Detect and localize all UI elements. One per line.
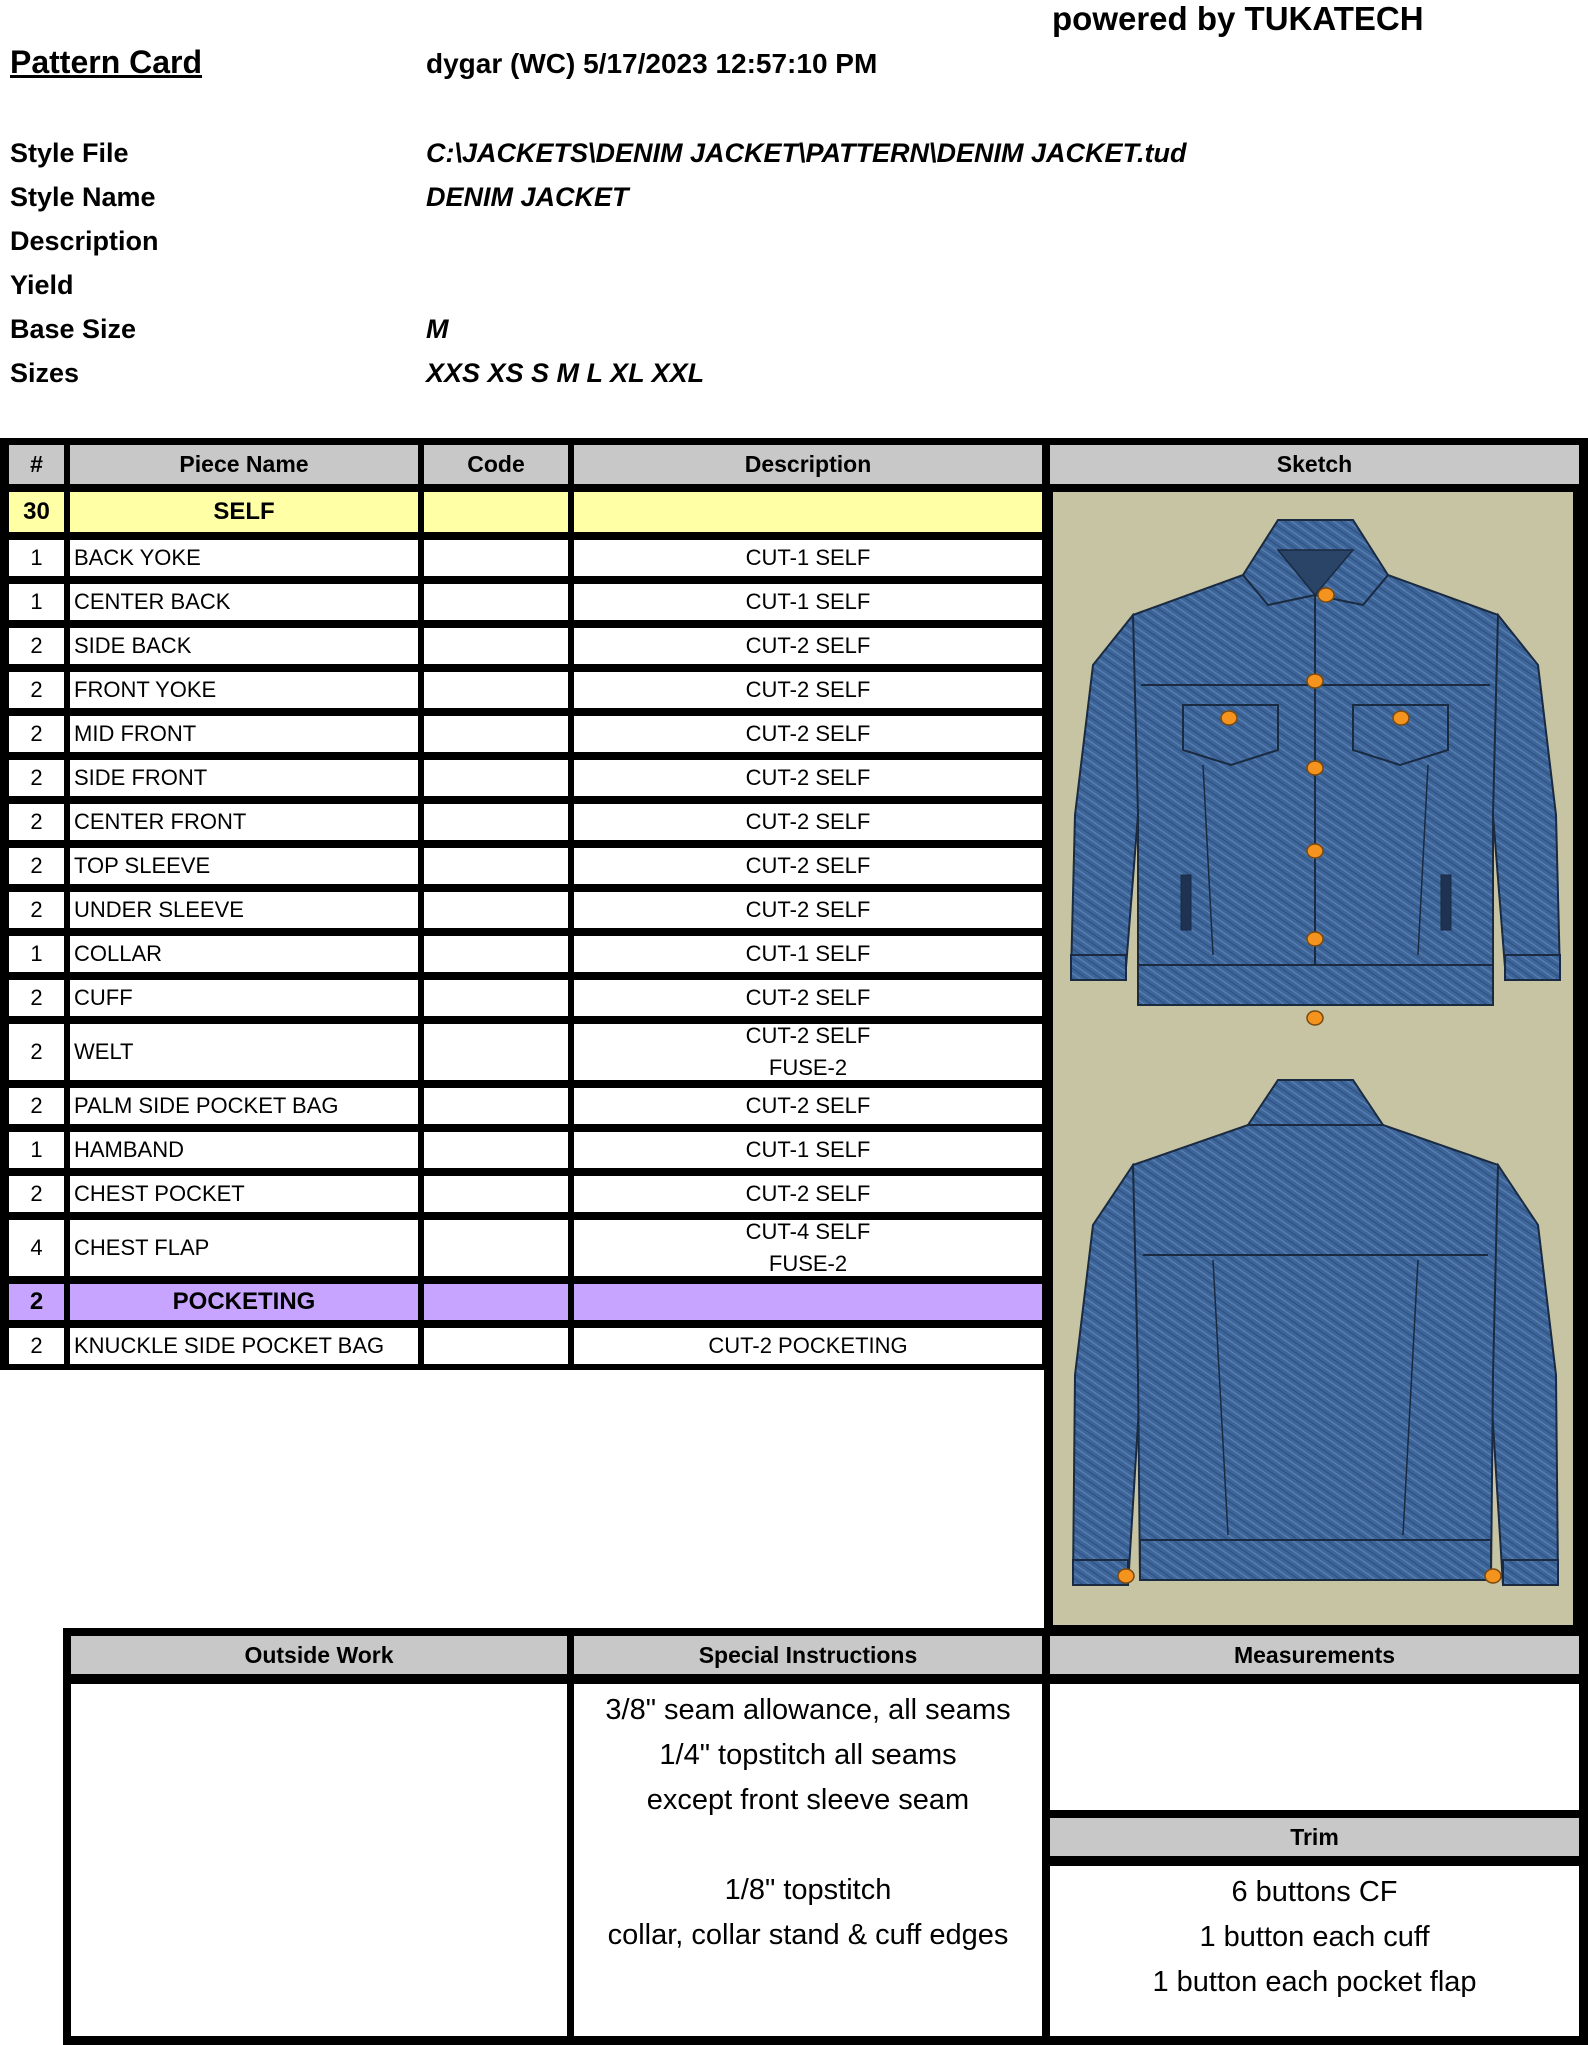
trim-line: 1 button each pocket flap [1152,1966,1477,1998]
row-description: CUT-1 SELF [574,584,1042,620]
trim-line: 1 button each cuff [1199,1921,1430,1953]
special-instruction-line: 3/8" seam allowance, all seams [605,1694,1011,1726]
row-code [424,540,568,576]
row-piece-name: MID FRONT [70,716,418,752]
col-header-piece-name: Piece Name [70,445,418,484]
yield-label: Yield [10,270,74,300]
row-piece-name: KNUCKLE SIDE POCKET BAG [70,1328,418,1364]
row-qty: 2 [9,804,64,840]
group-pocketing-name: POCKETING [70,1284,418,1320]
outside-work-header: Outside Work [71,1636,567,1674]
row-code [424,804,568,840]
special-instruction-line: 1/4" topstitch all seams [659,1739,957,1771]
description-label: Description [10,226,159,256]
measurements-content [1050,1684,1579,1810]
trim-content [1050,1866,1579,2036]
row-qty: 2 [9,628,64,664]
row-qty: 1 [9,936,64,972]
jacket-front-sketch [1063,515,1568,1045]
row-description [574,1024,1042,1080]
row-code [424,1132,568,1168]
group-self-desc [574,492,1042,532]
special-instruction-line: 1/8" topstitch [724,1874,892,1906]
row-qty: 2 [9,716,64,752]
group-self-name: SELF [70,492,418,532]
row-description [574,1220,1042,1276]
powered-by-label: powered by TUKATECH [1052,0,1424,37]
col-header-num: # [9,445,64,484]
row-code [424,584,568,620]
row-piece-name: UNDER SLEEVE [70,892,418,928]
row-piece-name: CHEST FLAP [70,1220,418,1276]
row-qty: 2 [9,1176,64,1212]
row-code [424,1088,568,1124]
special-instruction-line: collar, collar stand & cuff edges [607,1919,1009,1951]
row-code [424,628,568,664]
row-code [424,936,568,972]
row-piece-name: BACK YOKE [70,540,418,576]
col-header-sketch: Sketch [1050,445,1579,484]
row-code [424,1024,568,1080]
outside-work-content [71,1684,567,2036]
group-pocketing-desc [574,1284,1042,1320]
row-qty: 1 [9,1132,64,1168]
row-description: CUT-2 SELF [574,716,1042,752]
row-description: CUT-2 SELF [574,760,1042,796]
row-qty: 2 [9,980,64,1016]
row-description: CUT-2 POCKETING [574,1328,1042,1364]
special-instruction-line: except front sleeve seam [646,1784,970,1816]
row-description: CUT-2 SELF [574,804,1042,840]
row-qty: 2 [9,672,64,708]
row-description: CUT-1 SELF [574,1132,1042,1168]
measurements-header: Measurements [1050,1636,1579,1674]
row-qty: 2 [9,760,64,796]
row-description: CUT-2 SELF [574,672,1042,708]
row-code [424,1176,568,1212]
row-description: CUT-2 SELF [574,892,1042,928]
row-description-line: FUSE-2 [768,1251,848,1276]
row-piece-name: TOP SLEEVE [70,848,418,884]
row-qty: 2 [9,892,64,928]
row-description: CUT-1 SELF [574,540,1042,576]
row-description-line: CUT-4 SELF [745,1220,871,1244]
group-pocketing-count: 2 [9,1284,64,1320]
row-code [424,1328,568,1364]
sizes-value: XXS XS S M L XL XXL [426,358,705,388]
row-piece-name: FRONT YOKE [70,672,418,708]
row-description-line: CUT-2 SELF [745,1024,871,1048]
row-code [424,892,568,928]
base-size-label: Base Size [10,314,137,344]
row-description: CUT-2 SELF [574,848,1042,884]
style-file-value: C:\JACKETS\DENIM JACKET\PATTERN\DENIM JACKET.tud [426,138,1187,168]
group-self-count: 30 [9,492,64,532]
row-description: CUT-2 SELF [574,1088,1042,1124]
row-piece-name: CENTER FRONT [70,804,418,840]
row-qty: 1 [9,540,64,576]
row-qty: 2 [9,1328,64,1364]
row-qty: 1 [9,584,64,620]
row-piece-name: WELT [70,1024,418,1080]
row-code [424,1220,568,1276]
col-header-description: Description [574,445,1042,484]
style-file-label: Style File [10,138,129,168]
row-code [424,848,568,884]
special-instructions-content [574,1684,1042,2036]
jacket-back-sketch [1063,1075,1568,1605]
row-description: CUT-1 SELF [574,936,1042,972]
row-piece-name: CUFF [70,980,418,1016]
row-qty: 4 [9,1220,64,1276]
row-code [424,716,568,752]
row-description: CUT-2 SELF [574,980,1042,1016]
row-piece-name: SIDE BACK [70,628,418,664]
row-piece-name: SIDE FRONT [70,760,418,796]
base-size-value: M [426,314,449,344]
trim-line: 6 buttons CF [1231,1876,1398,1908]
page-title: Pattern Card [10,44,203,80]
group-self-code [424,492,568,532]
row-qty: 2 [9,848,64,884]
row-code [424,672,568,708]
row-description: CUT-2 SELF [574,628,1042,664]
row-qty: 2 [9,1024,64,1080]
row-code [424,760,568,796]
style-name-label: Style Name [10,182,156,212]
row-piece-name: COLLAR [70,936,418,972]
row-description: CUT-2 SELF [574,1176,1042,1212]
row-piece-name: HAMBAND [70,1132,418,1168]
style-name-value: DENIM JACKET [426,182,629,212]
col-header-code: Code [424,445,568,484]
sizes-label: Sizes [10,358,80,388]
trim-header: Trim [1050,1818,1579,1856]
row-qty: 2 [9,1088,64,1124]
row-piece-name: CENTER BACK [70,584,418,620]
row-code [424,980,568,1016]
row-piece-name: CHEST POCKET [70,1176,418,1212]
special-instructions-header: Special Instructions [574,1636,1042,1674]
group-pocketing-code [424,1284,568,1320]
user-timestamp: dygar (WC) 5/17/2023 12:57:10 PM [426,48,878,79]
row-description-line: FUSE-2 [768,1055,848,1080]
row-piece-name: PALM SIDE POCKET BAG [70,1088,418,1124]
